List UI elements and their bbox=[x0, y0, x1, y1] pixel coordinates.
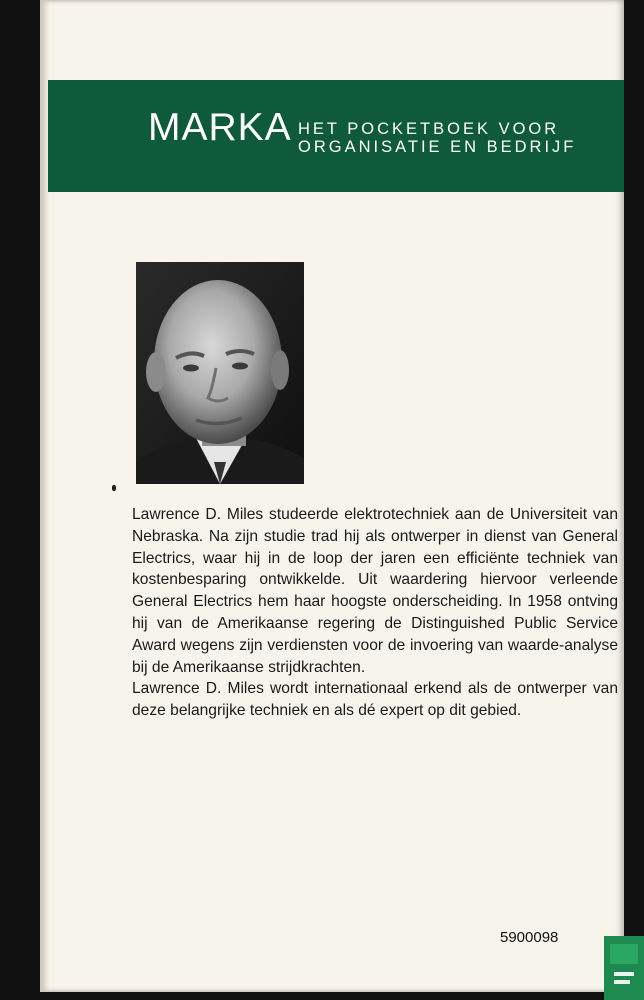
author-portrait-icon bbox=[136, 262, 304, 484]
bio-paragraph-1: Lawrence D. Miles studeerde elektrotechniek aan de Universiteit van Nebraska. Na zijn studie trad hij als ontwerper in dienst van General Electrics, waar hij in de loop der jaren een efficiënte techniek van kostenbesparing ontwikkelde. Uit waardering hiervoor verleende General Electrics hem haar hoogste onderscheiding. In 1958 ontving hij van de Amerikaanse regering de Distinguished Public Service Award wegens zijn verdiensten voor de invoering van waarde-analyse bij de Amerikaanse strijdkrachten. bbox=[132, 506, 618, 676]
tagline-line-2: ORGANISATIE EN BEDRIJF bbox=[298, 138, 577, 156]
series-band bbox=[48, 80, 624, 192]
series-tagline bbox=[298, 120, 576, 156]
print-speck bbox=[112, 485, 116, 491]
series-brand: MARKA bbox=[148, 106, 292, 149]
tagline-line-1: HET POCKETBOEK VOOR bbox=[298, 120, 560, 138]
sticker-shape bbox=[604, 936, 644, 1000]
book-code: 5900098 bbox=[500, 929, 559, 946]
book-back-cover bbox=[40, 0, 624, 992]
portrait-image bbox=[136, 262, 304, 484]
author-bio bbox=[132, 504, 618, 722]
bio-paragraph-2: Lawrence D. Miles wordt internationaal erkend als de ontwerper van deze belangrijke techniek en als dé expert op dit gebied. bbox=[132, 680, 618, 720]
price-sticker-icon bbox=[604, 936, 644, 1000]
